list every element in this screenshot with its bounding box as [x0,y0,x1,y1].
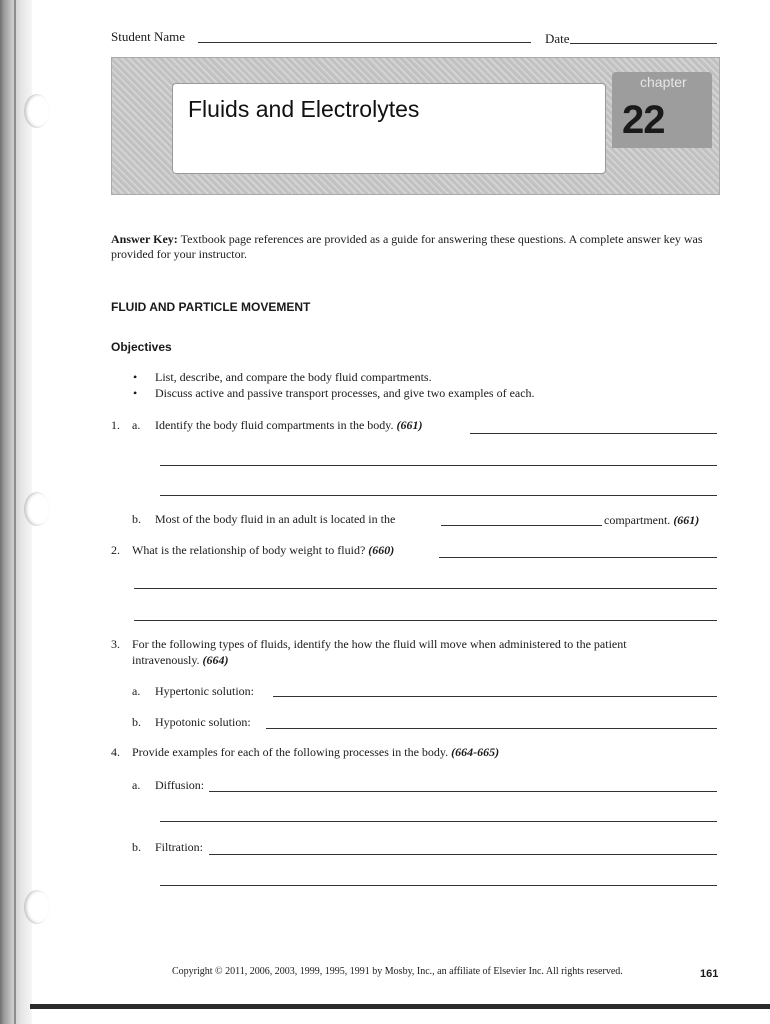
question-1a-letter: a. [132,418,141,432]
question-1b-text: Most of the body fluid in an adult is located in the [155,512,396,526]
question-3b-text: Hypotonic solution: [155,715,251,729]
answer-line-3b[interactable] [266,714,717,729]
question-3-text-line1: For the following types of fluids, identify the how the fluid will move when administered to the patient [132,637,627,651]
chapter-number: 22 [622,98,665,142]
answer-line-1a-2[interactable] [160,451,717,466]
question-2-ref: (660) [368,543,395,557]
question-4-ref: (664-665) [451,745,500,759]
answer-line-2-3[interactable] [134,606,717,621]
question-3-text-line2: intravenously. (664) [132,653,229,667]
question-3a-text: Hypertonic solution: [155,684,254,698]
student-name-field[interactable] [198,28,531,43]
answer-line-1a-3[interactable] [160,481,717,496]
answer-line-4b-2[interactable] [160,871,717,886]
answer-line-1a[interactable] [470,419,717,434]
question-1a-text: Identify the body fluid compartments in the body. (661) [155,418,423,432]
answer-key-text: Textbook page references are provided as a guide for answering these questions. A complete answer key was provided for your instructor. [111,232,703,261]
answer-line-2-2[interactable] [134,574,717,589]
answer-line-4b[interactable] [209,840,717,855]
question-4a-letter: a. [132,778,141,792]
answer-line-4a[interactable] [209,777,717,792]
page-bottom-edge [30,1004,770,1009]
objectives-heading: Objectives [111,340,172,354]
answer-key-note [111,232,711,262]
question-4-number: 4. [111,745,120,759]
question-3b-letter: b. [132,715,141,729]
objective-item: • List, describe, and compare the body fluid compartments. [155,370,432,385]
chapter-label: chapter [640,74,687,90]
page-number: 161 [700,968,719,980]
punch-hole-top [24,94,50,128]
binder-line [14,0,16,1024]
question-3a-letter: a. [132,684,141,698]
question-1b-letter: b. [132,512,141,526]
answer-line-2[interactable] [439,543,717,558]
date-label: Date [545,31,570,46]
question-4b-text: Filtration: [155,840,203,854]
question-3-number: 3. [111,637,120,651]
answer-key-label: Answer Key: [111,232,178,246]
question-1b-suffix: compartment. (661) [604,513,700,527]
student-name-label: Student Name [111,29,186,44]
section-title: FLUID AND PARTICLE MOVEMENT [111,300,311,314]
question-2-number: 2. [111,543,120,557]
answer-line-4a-2[interactable] [160,807,717,822]
punch-hole-middle [24,492,50,526]
question-1a-ref: (661) [396,418,423,432]
chapter-title: Fluids and Electrolytes [188,96,420,122]
question-2-text: What is the relationship of body weight to fluid? (660) [132,543,395,557]
question-4a-text: Diffusion: [155,778,205,792]
date-field[interactable] [570,29,717,44]
question-3-ref: (664) [202,653,229,667]
copyright-notice: Copyright © 2011, 2006, 2003, 1999, 1995, 1991 by Mosby, Inc., an affiliate of Elsevier Inc. All rights reserved. [172,966,623,977]
question-4b-letter: b. [132,840,141,854]
question-1-number: 1. [111,418,120,432]
objective-item: • Discuss active and passive transport processes, and give two examples of each. [155,386,535,401]
question-4-text: Provide examples for each of the following processes in the body. (664-665) [132,745,500,759]
answer-line-3a[interactable] [273,682,717,697]
question-1b-ref: (661) [673,513,700,527]
answer-line-1b[interactable] [441,511,602,526]
punch-hole-bottom [24,890,50,924]
